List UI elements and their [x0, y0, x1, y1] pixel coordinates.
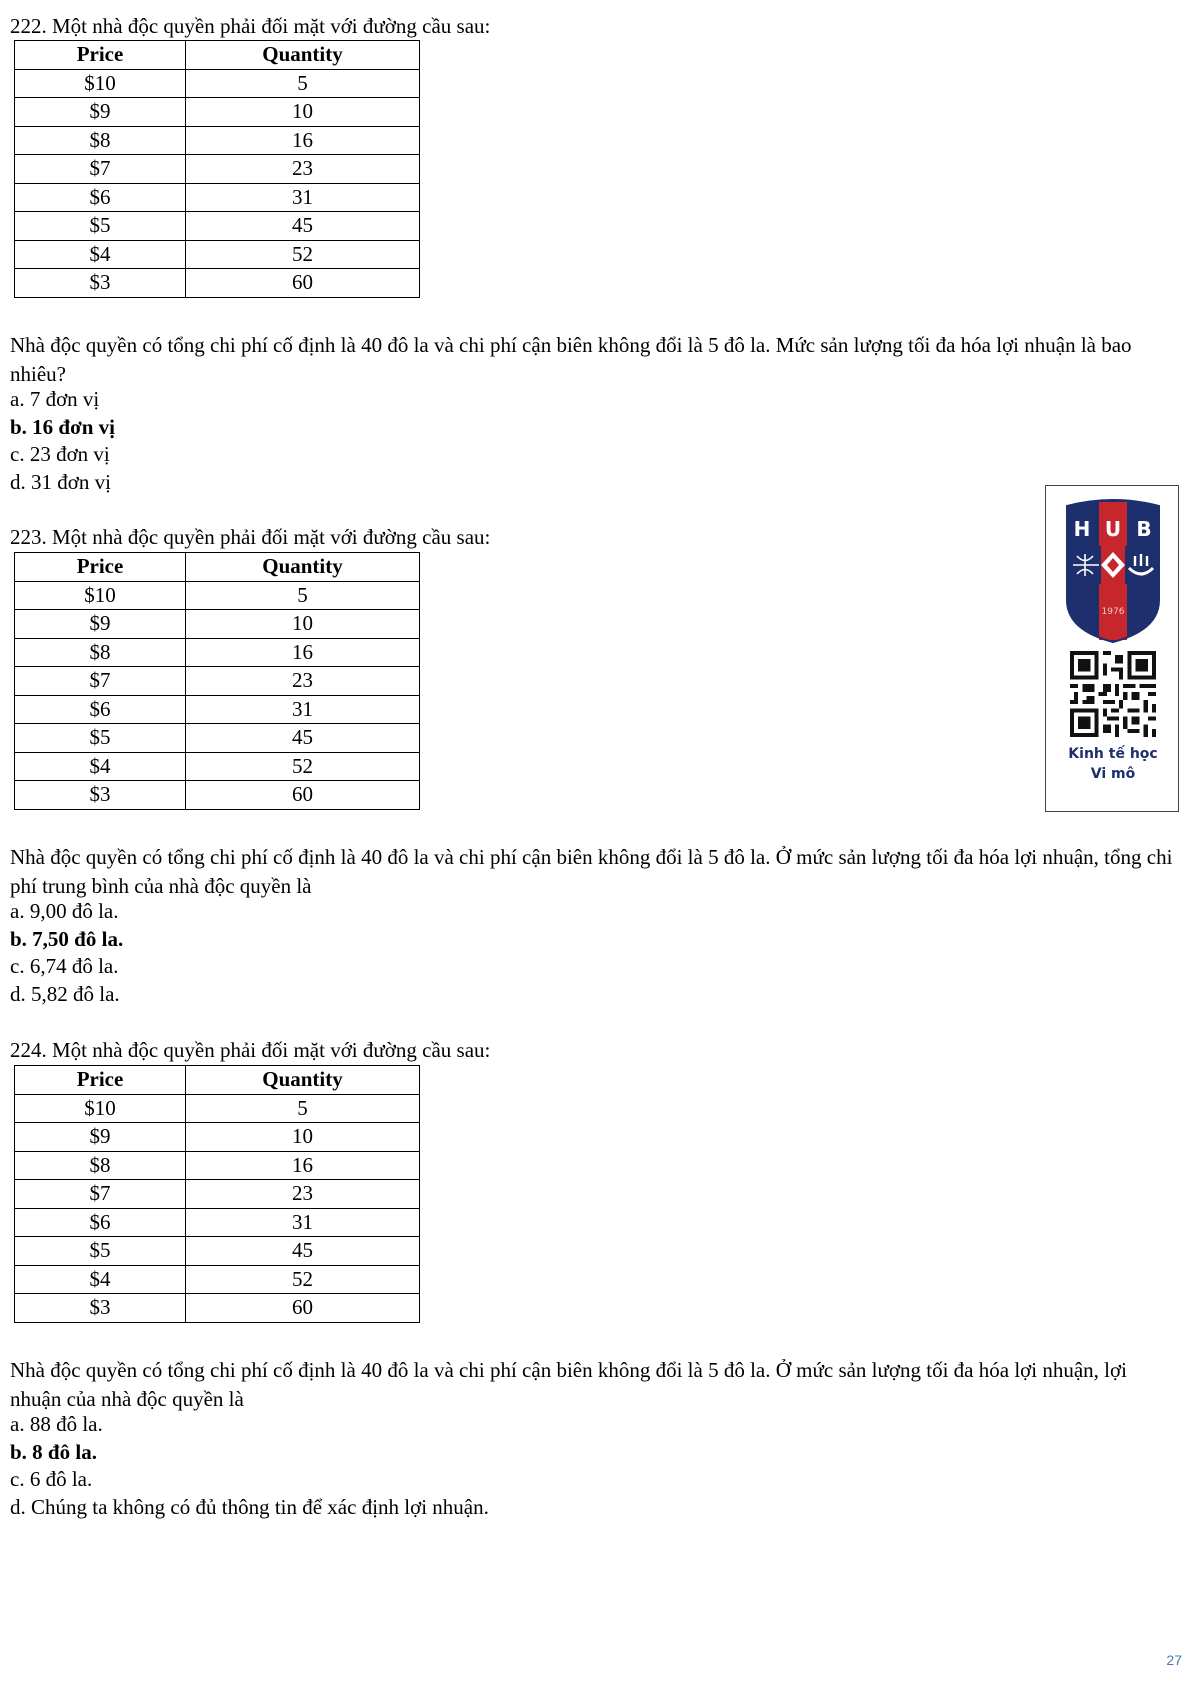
- quantity-cell: 10: [186, 1123, 420, 1152]
- table-row: [15, 69, 420, 98]
- price-cell: $10: [15, 1094, 186, 1123]
- table-row: [15, 98, 420, 127]
- demand-table: [14, 552, 420, 810]
- table-row: [15, 695, 420, 724]
- hub-logo-icon: [1065, 496, 1161, 644]
- badge-subject-line1: Kinh tế học: [1068, 746, 1158, 762]
- option-b-correct: b. 16 đơn vị: [10, 414, 115, 439]
- quantity-cell: 16: [186, 638, 420, 667]
- price-cell: $7: [15, 155, 186, 184]
- quantity-cell: 5: [186, 69, 420, 98]
- demand-table: [14, 40, 420, 298]
- quantity-cell: 10: [186, 610, 420, 639]
- price-cell: $3: [15, 781, 186, 810]
- price-cell: $6: [15, 695, 186, 724]
- answer-options: [10, 1411, 489, 1521]
- price-cell: $7: [15, 667, 186, 696]
- quantity-cell: 23: [186, 155, 420, 184]
- option-a: a. 9,00 đô la.: [10, 899, 119, 923]
- price-header: Price: [15, 41, 186, 70]
- question-title: 223. Một nhà độc quyền phải đối mặt với đường cầu sau:: [10, 525, 491, 549]
- logo-letter-u: U: [1104, 517, 1122, 541]
- demand-table-body: [15, 1094, 420, 1322]
- quantity-cell: 60: [186, 1294, 420, 1323]
- table-row: [15, 1265, 420, 1294]
- price-cell: $5: [15, 724, 186, 753]
- quantity-cell: 16: [186, 126, 420, 155]
- price-cell: $6: [15, 1208, 186, 1237]
- demand-table-body: [15, 69, 420, 297]
- price-cell: $9: [15, 98, 186, 127]
- table-row: [15, 155, 420, 184]
- logo-letter-h: H: [1073, 517, 1091, 541]
- quantity-cell: 52: [186, 240, 420, 269]
- quantity-cell: 60: [186, 781, 420, 810]
- price-cell: $8: [15, 638, 186, 667]
- price-cell: $3: [15, 1294, 186, 1323]
- question-title: 224. Một nhà độc quyền phải đối mặt với đường cầu sau:: [10, 1038, 491, 1062]
- table-row: [15, 240, 420, 269]
- quantity-header: Quantity: [186, 553, 420, 582]
- table-row: [15, 1294, 420, 1323]
- quantity-cell: 52: [186, 1265, 420, 1294]
- table-row: [15, 1237, 420, 1266]
- option-d: d. 5,82 đô la.: [10, 981, 120, 1006]
- option-b-correct: b. 8 đô la.: [10, 1439, 97, 1464]
- quantity-cell: 60: [186, 269, 420, 298]
- option-c: c. 23 đơn vị: [10, 442, 110, 467]
- answer-options: [10, 898, 123, 1008]
- price-cell: $4: [15, 752, 186, 781]
- question-stem: Nhà độc quyền có tổng chi phí cố định là 40 đô la và chi phí cận biên không đổi là 5 đô la. Mức sản lượng tối đa hóa lợi nhuận là bao nhiêu?: [10, 333, 1132, 386]
- table-row: [15, 638, 420, 667]
- qr-code-icon: [1070, 651, 1156, 737]
- table-row: [15, 667, 420, 696]
- quantity-cell: 31: [186, 183, 420, 212]
- price-cell: $8: [15, 1151, 186, 1180]
- quantity-cell: 45: [186, 212, 420, 241]
- table-row: [15, 1151, 420, 1180]
- price-cell: $7: [15, 1180, 186, 1209]
- quantity-header: Quantity: [186, 41, 420, 70]
- demand-table: [14, 1065, 420, 1323]
- price-cell: $5: [15, 1237, 186, 1266]
- price-cell: $9: [15, 1123, 186, 1152]
- logo-year: 1976: [1101, 607, 1125, 617]
- price-cell: $9: [15, 610, 186, 639]
- demand-table-body: [15, 581, 420, 809]
- quantity-cell: 10: [186, 98, 420, 127]
- option-a: a. 88 đô la.: [10, 1412, 103, 1436]
- question-title: 222. Một nhà độc quyền phải đối mặt với đường cầu sau:: [10, 14, 491, 38]
- page-number: 27: [1166, 1652, 1182, 1668]
- table-row: [15, 126, 420, 155]
- table-row: [15, 1094, 420, 1123]
- quantity-cell: 45: [186, 1237, 420, 1266]
- price-cell: $5: [15, 212, 186, 241]
- table-row: [15, 752, 420, 781]
- table-row: [15, 581, 420, 610]
- question-stem: Nhà độc quyền có tổng chi phí cố định là 40 đô la và chi phí cận biên không đổi là 5 đô la. Ở mức sản lượng tối đa hóa lợi nhuận, tổng chi phí trung bình của nhà độc quyền là: [10, 845, 1173, 898]
- table-row: [15, 212, 420, 241]
- hub-badge: [1045, 485, 1179, 812]
- price-cell: $6: [15, 183, 186, 212]
- logo-letter-b: B: [1136, 517, 1152, 541]
- quantity-cell: 45: [186, 724, 420, 753]
- price-cell: $4: [15, 1265, 186, 1294]
- price-header: Price: [15, 553, 186, 582]
- option-a: a. 7 đơn vị: [10, 387, 100, 411]
- option-b-correct: b. 7,50 đô la.: [10, 926, 124, 951]
- table-row: [15, 1208, 420, 1237]
- answer-options: [10, 386, 115, 496]
- table-row: [15, 183, 420, 212]
- quantity-cell: 5: [186, 1094, 420, 1123]
- price-cell: $4: [15, 240, 186, 269]
- price-cell: $8: [15, 126, 186, 155]
- quantity-cell: 23: [186, 1180, 420, 1209]
- question-stem: Nhà độc quyền có tổng chi phí cố định là 40 đô la và chi phí cận biên không đổi là 5 đô la. Ở mức sản lượng tối đa hóa lợi nhuận, lợi nhuận của nhà độc quyền là: [10, 1358, 1127, 1411]
- option-c: c. 6 đô la.: [10, 1467, 93, 1492]
- table-row: [15, 1180, 420, 1209]
- quantity-cell: 31: [186, 695, 420, 724]
- badge-subject-line2: Vi mô: [1090, 766, 1136, 782]
- price-cell: $3: [15, 269, 186, 298]
- quantity-header: Quantity: [186, 1066, 420, 1095]
- price-cell: $10: [15, 69, 186, 98]
- option-d: d. 31 đơn vị: [10, 469, 111, 494]
- table-row: [15, 781, 420, 810]
- quantity-cell: 23: [186, 667, 420, 696]
- price-cell: $10: [15, 581, 186, 610]
- option-d: d. Chúng ta không có đủ thông tin để xác định lợi nhuận.: [10, 1494, 489, 1519]
- quantity-cell: 52: [186, 752, 420, 781]
- price-header: Price: [15, 1066, 186, 1095]
- table-row: [15, 724, 420, 753]
- table-row: [15, 1123, 420, 1152]
- option-c: c. 6,74 đô la.: [10, 954, 119, 979]
- quantity-cell: 16: [186, 1151, 420, 1180]
- quantity-cell: 5: [186, 581, 420, 610]
- quantity-cell: 31: [186, 1208, 420, 1237]
- table-row: [15, 610, 420, 639]
- table-row: [15, 269, 420, 298]
